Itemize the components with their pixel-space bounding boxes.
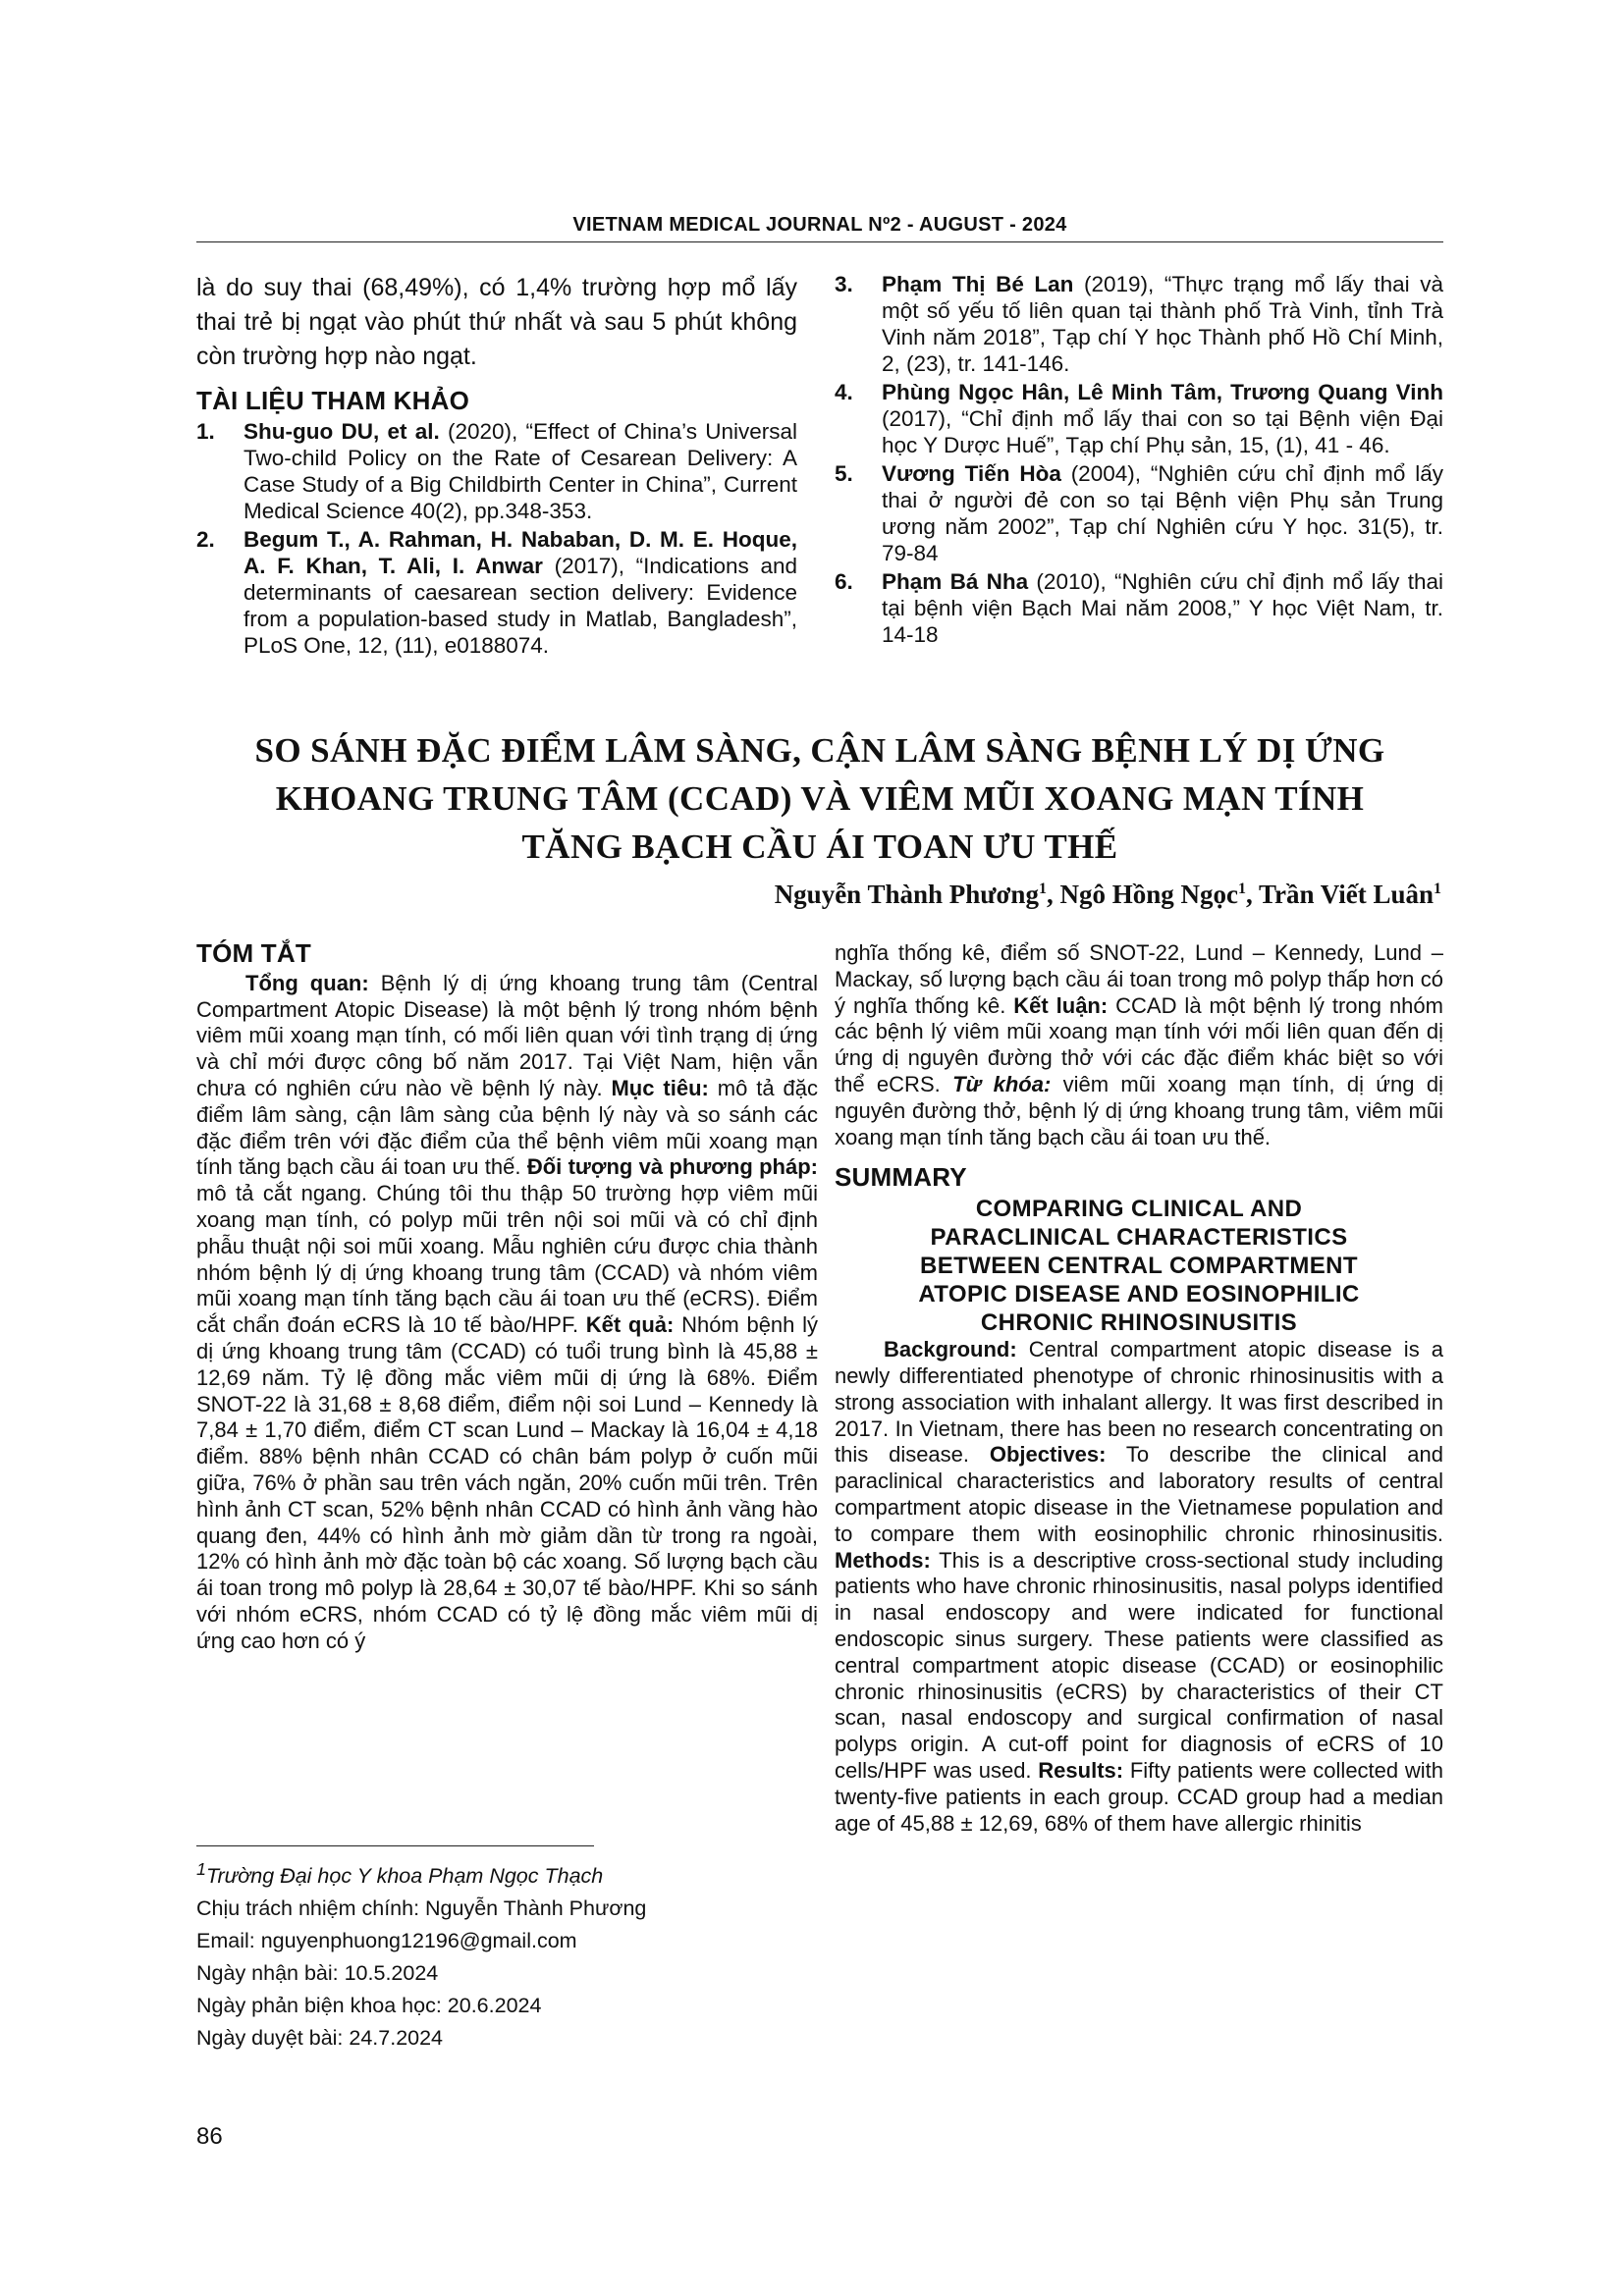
summary-text: Fifty patients were collected with twenty-five patients in each group. CCAD group had a median age of 45,88 ± 12,69, 68% of them have allergic rhinitis	[835, 1757, 1443, 1836]
label-conclusion: Kết luận:	[1013, 992, 1109, 1018]
reference-authors: Phùng Ngọc Hân, Lê Minh Tâm, Trương Quang Vinh	[882, 380, 1443, 404]
summary-title-line: BETWEEN CENTRAL COMPARTMENT	[920, 1253, 1358, 1280]
references-heading: TÀI LIỆU THAM KHẢO	[196, 386, 470, 415]
title-line: TĂNG BẠCH CẦU ÁI TOAN ƯU THẾ	[521, 828, 1118, 866]
reference-item	[835, 568, 1443, 648]
title-line: SO SÁNH ĐẶC ĐIỂM LÂM SÀNG, CẬN LÂM SÀNG BỆNH LÝ DỊ ỨNG	[254, 731, 1385, 770]
reference-number: 3.	[835, 272, 853, 296]
summary-title-line: PARACLINICAL CHARACTERISTICS	[930, 1224, 1348, 1252]
abstract-text: mô tả cắt ngang. Chúng tôi thu thập 50 trường hợp viêm mũi xoang mạn tính, có polyp mũi trên nội soi mũi và có chỉ định phẫu thuật nội soi mũi xoang. Mẫu nghiên cứu được chia thành nhóm bệnh lý dị ứng khoang trung tâm (CCAD) và nhóm viêm mũi xoang mạn tính tăng bạch cầu ái toan ưu thế (eCRS). Điểm cắt chẩn đoán eCRS là 10 tế bào/HPF.	[196, 1181, 818, 1338]
reference-number: 6.	[835, 569, 853, 594]
label-objective: Mục tiêu:	[611, 1075, 709, 1100]
summary-heading: SUMMARY	[835, 1162, 967, 1193]
reference-list	[835, 271, 1443, 648]
abstract-text: viêm mũi xoang mạn tính, dị ứng dị nguyên đường thở, bệnh lý dị ứng khoang trung tâm, viêm mũi xoang mạn tính tăng bạch cầu ái toan ưu thế.	[835, 1071, 1443, 1149]
abstract-text: mô tả đặc điểm lâm sàng, cận lâm sàng của bệnh lý này và so sánh các đặc điểm trên với đặc điểm của thể bệnh viêm mũi xoang mạn tính tăng bạch cầu ái toan ưu thế.	[196, 1075, 819, 1180]
summary-text: This is a descriptive cross-sectional study including patients who have chronic rhinosinusitis, nasal polyps identified in nasal endoscopy and were indicated for functional endoscopic sinus surgery. These patients were classified as central compartment atopic disease (CCAD) or eosinophilic chronic rhinosinusitis (eCRS) by characteristics of their CT scan, nasal endoscopy and surgical confirmation of nasal polyps origin. A cut-off point for diagnosis of eCRS of 10 cells/HPF was used.	[835, 1547, 1443, 1783]
abstract-text: CCAD là một bệnh lý trong nhóm các bệnh lý viêm mũi xoang mạn tính với mối liên quan đến dị ứng dị nguyên đường thở với các đặc điểm khác biệt so với thể eCRS.	[835, 992, 1443, 1096]
author-separator: ,	[1245, 880, 1259, 909]
intro-paragraph: là do suy thai (68,49%), có 1,4% trường hợp mổ lấy thai trẻ bị ngạt vào phút thứ nhất và sau 5 phút không còn trường hợp nào ngạt.	[196, 274, 797, 370]
label-results-en: Results:	[1038, 1757, 1124, 1783]
reference-item	[835, 379, 1443, 458]
author-affiliation-mark: 1	[1434, 881, 1441, 897]
label-keywords: Từ khóa:	[952, 1071, 1052, 1096]
reference-authors: Phạm Bá Nha	[882, 569, 1029, 594]
journal-header: VIETNAM MEDICAL JOURNAL Nº2 - AUGUST - 2024	[572, 214, 1067, 236]
reference-citation: (2019), “Thực trạng mổ lấy thai và một số yếu tố liên quan tại thành phố Trà Vinh, tỉnh Trà Vinh năm 2018”, Tạp chí Y học Thành phố Hồ Chí Minh, 2, (23), tr. 141-146.	[882, 272, 1443, 376]
reference-text	[244, 418, 797, 524]
reference-citation: (2010), “Nghiên cứu chỉ định mổ lấy thai tại bệnh viện Bạch Mai năm 2008,” Y học Việt Nam, tr. 14-18	[882, 569, 1443, 647]
reference-authors: Phạm Thị Bé Lan	[882, 272, 1074, 296]
top-left-column	[196, 271, 797, 661]
abstract-vi-column	[196, 940, 818, 1655]
label-results: Kết quả:	[585, 1312, 675, 1338]
page-number: 86	[196, 2123, 223, 2150]
author-name: Ngô Hồng Ngọc	[1059, 880, 1238, 909]
email-line: Email: nguyenphuong12196@gmail.com	[196, 1929, 577, 1953]
summary-text: Central compartment atopic disease is a newly differentiated phenotype of chronic rhinosinusitis with a strong association with inhalant allergy. It was first described in 2017. In Vietnam, there has been no research concentrating on this disease.	[835, 1337, 1443, 1468]
reference-authors: Vương Tiến Hòa	[882, 461, 1061, 486]
abstract-paragraph	[196, 971, 818, 1655]
reference-item	[196, 418, 797, 524]
abstract-text: Bệnh lý dị ứng khoang trung tâm (Central Compartment Atopic Disease) là một bệnh lý trong nhóm bệnh viêm mũi xoang mạn tính, có mối liên quan với tình trạng dị ứng và chỉ mới được công bố năm 2017. Tại Việt Nam, hiện vẫn chưa có nghiên cứu nào về bệnh lý này.	[196, 970, 819, 1100]
reference-text	[882, 271, 1443, 377]
reference-item	[835, 271, 1443, 377]
reference-number: 1.	[196, 419, 215, 444]
title-line: KHOANG TRUNG TÂM (CCAD) VÀ VIÊM MŨI XOANG MẠN TÍNH	[275, 779, 1365, 818]
affiliation-footnote	[196, 1853, 687, 1893]
abstract-heading: TÓM TẮT	[196, 938, 311, 968]
reference-authors: Begum T., A. Rahman, H. Nababan, D. M. E. Hoque, A. F. Khan, T. Ali, I. Anwar	[244, 527, 797, 578]
reference-text	[882, 460, 1443, 566]
summary-title-line: ATOPIC DISEASE AND EOSINOPHILIC	[918, 1281, 1360, 1308]
author-affiliation-mark: 1	[1237, 881, 1246, 897]
reference-citation: (2017), “Indications and determinants of caesarean section delivery: Evidence from a population-based study in Matlab, Bangladesh”, PLoS One, 12, (11), e0188074.	[244, 554, 797, 658]
author-list	[196, 880, 1441, 910]
reference-citation: (2017), “Chỉ định mổ lấy thai con so tại Bệnh viện Đại học Y Dược Huế”, Tạp chí Phụ sản, 15, (1), 41 - 46.	[882, 406, 1443, 457]
author-name: Nguyễn Thành Phương	[774, 880, 1039, 909]
reference-authors: Shu-guo DU, et al.	[244, 419, 440, 444]
label-objectives: Objectives:	[989, 1442, 1107, 1468]
reference-citation: (2020), “Effect of China’s Universal Two-child Policy on the Rate of Cesarean Delivery: A Case Study of a Big Childbirth Center in China”, Current Medical Science 40(2), pp.348-353.	[244, 419, 797, 523]
footnotes	[196, 1853, 687, 2055]
reference-list	[196, 418, 797, 659]
corresponding-author: Chịu trách nhiệm chính: Nguyễn Thành Phương	[196, 1896, 647, 1921]
abstract-right-column	[835, 940, 1443, 1837]
footnote-rule	[196, 1845, 594, 1846]
reference-number: 2.	[196, 527, 215, 552]
author-name: Trần Viết Luân	[1258, 880, 1434, 909]
header-rule	[196, 241, 1443, 242]
received-date: Ngày nhận bài: 10.5.2024	[196, 1961, 439, 1986]
affiliation-text: Trường Đại học Y khoa Phạm Ngọc Thạch	[205, 1864, 604, 1889]
abstract-continued	[835, 940, 1443, 1150]
reference-citation: (2004), “Nghiên cứu chỉ định mổ lấy thai ở người đẻ con so tại Bệnh viện Phụ sản Trung ương năm 2002”, Tạp chí Nghiên cứu Y học. 31(5), tr. 79-84	[882, 461, 1444, 565]
abstract-text: nghĩa thống kê, điểm số SNOT-22, Lund – Kennedy, Lund – Mackay, số lượng bạch cầu ái toan trong mô polyp thấp hơn có ý nghĩa thống kê.	[835, 940, 1443, 1018]
reference-text	[882, 568, 1443, 648]
reference-text	[882, 379, 1443, 458]
author-separator: ,	[1046, 880, 1060, 909]
article-title	[196, 726, 1443, 871]
summary-paragraph	[835, 1337, 1443, 1837]
summary-title-line: CHRONIC RHINOSINUSITIS	[980, 1309, 1298, 1337]
reference-text	[244, 526, 797, 659]
reference-number: 5.	[835, 461, 853, 486]
review-date: Ngày phản biện khoa học: 20.6.2024	[196, 1994, 542, 2018]
reference-number: 4.	[835, 380, 853, 404]
summary-title-line: COMPARING CLINICAL AND	[975, 1196, 1303, 1223]
accepted-date: Ngày duyệt bài: 24.7.2024	[196, 2026, 444, 2051]
label-methods-en: Methods:	[835, 1547, 931, 1573]
label-methods: Đối tượng và phương pháp:	[526, 1154, 818, 1180]
reference-item	[196, 526, 797, 659]
affiliation-mark: 1	[196, 1859, 206, 1879]
summary-text: To describe the clinical and paraclinical characteristics and laboratory results of central compartment atopic disease in the Vietnamese population and to compare them with eosinophilic chronic rhinosinusitis.	[835, 1442, 1443, 1546]
top-right-column	[835, 271, 1443, 650]
label-overview: Tổng quan:	[245, 970, 369, 995]
reference-item	[835, 460, 1443, 566]
label-background: Background:	[884, 1337, 1017, 1362]
summary-title	[835, 1195, 1443, 1337]
abstract-text: Nhóm bệnh lý dị ứng khoang trung tâm (CCAD) có tuổi trung bình là 45,88 ± 12,69 năm. Tỷ lệ đồng mắc viêm mũi dị ứng là 68%. Điểm SNOT-22 là 31,68 ± 8,68 điểm, điểm nội soi Lund – Kennedy là 7,84 ± 1,70 điểm, điểm CT scan Lund – Mackay là 16,04 ± 4,18 điểm. 88% bệnh nhân CCAD có chân bám polyp ở cuốn mũi giữa, 76% ở phần sau trên vách ngăn, 20% cuốn mũi trên. Trên hình ảnh CT scan, 52% bệnh nhân CCAD có hình ảnh vầng hào quang đen, 44% có hình ảnh mờ giảm dần từ trong ra ngoài, 12% có hình ảnh mờ đặc toàn bộ các xoang. Số lượng bạch cầu ái toan trong mô polyp là 28,64 ± 30,07 tế bào/HPF. Khi so sánh với nhóm eCRS, nhóm CCAD có tỷ lệ đồng mắc viêm mũi dị ứng cao hơn có ý	[196, 1312, 818, 1653]
author-affiliation-mark: 1	[1038, 881, 1047, 897]
